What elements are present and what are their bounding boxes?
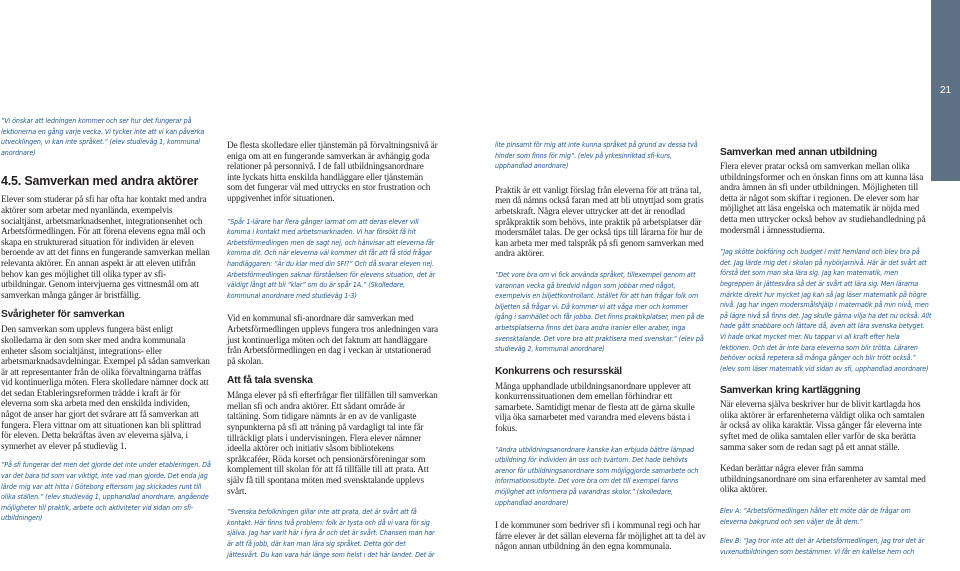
subheading-difficulties: Svårigheter för samverkan: [1, 309, 125, 321]
subheading-mapping: Samverkan kring kartläggning: [720, 385, 861, 397]
municipal-paragraph: Vid en kommunal sfi-anordnare där samverkan med Arbetsförmedlingen upplevs fungera tros anledningen vara just kontinuerliga möten och det faktum att handläggare från Arbetsförmedlingen en dag i veckan är utstationerad på skolan.: [227, 313, 439, 366]
column-1: [1, 116, 211, 524]
column-3: [495, 140, 707, 552]
quote-swedish-people: ”Svenska befolkningen gillar inte att prata, det är svårt att få kontakt. Här finns två problem: folk är tysta och då vi vara för sig själva. Jag har varit här i fyra år och det är svårt. Chansen man har är att få jobb, där kan man lära sig språket. Detta gör det jättesvårt. Du kan vara här länge som helst i det här landet. Det är: [227, 507, 435, 559]
quote-other-providers: ”Andra utbildningsanordnare kanske kan erbjuda bättre lämpad utbildning för individen än oss och tvärtom. Det hade behövts arenor för utbildningsanordnare som möjliggjorde samarbete och informationsutbyte. Det vore bra om det till exempel fanns möjlighet att informera på varandras skolor.” (skolledare, upphandlad anordnare): [495, 444, 699, 507]
quote-teacher-leadership: ”Vi önskar att ledningen kommer och ser hur det fungerar på lektionerna en gång varje vecka. Vi tycker inte att vi kan påverka utvecklingen, vi kan inte språket.” (elev studieväg 1, kommunal anordnare): [1, 116, 205, 157]
quote-student-b: Elev B: ”Jag tror inte att det är Arbetsförmedlingen, jag tror det är vuxenutbildningen som bestämmer. Vi får en kallelse hem och: [720, 536, 925, 556]
speaking-paragraph: Många elever på sfi efterfrågar fler tillfällen till samverkan mellan sfi och andra aktörer. Ett sådant område är taltäning. Som tidigare nämnts är en av de vanligaste synpunkterna på sfi att träning på vardagligt tal inte får tillräckligt plats i undervisningen. Flera elever nämner ideella aktörer och initiativ såsom bibliotekens språkcaféer, Röda korset och pensionärsföreningar som komplement till skolan för att få tillfälle till att prata. Att själv få till spontana möten med svensktalande upplevs svårt.: [227, 390, 438, 496]
relations-paragraph: De flesta skolledare eller tjänstemän på förvaltningsnivå är eniga om att en fungerande samverkan är avhängig goda relationer på personnivå. I de fall utbildningsanordnare inte lyckats hitta enskilda handläggare eller tjänstemän som det fungerar väl med uttrycks en stor frustration och uppgivenhet inför situationen.: [227, 140, 438, 203]
quote-establishment: ”På sfi fungerar det men det gjorde det inte under etableringen. Då var det bara tid som var viktigt, inte vad man gjorde. Det enda jag lärde mig var att hitta i Göteborg eftersom jag skickades runt till olika ställen.” (elev studieväg 1, upphandlad anordnare, angående möjligheter till praktik, arbete och aktiviteter vid sidan om sfi-utbildningen): [1, 460, 211, 523]
subheading-competition: Konkurrens och resursskäl: [495, 365, 622, 377]
students-tell-paragraph: Kedan berättar några elever från samma utbildningsanordnare om sina erfarenheter av samtal med olika aktörer.: [720, 463, 926, 495]
subheading-other-education: Samverkan med annan utbildning: [720, 147, 878, 158]
column-2: [227, 140, 439, 560]
other-education-paragraph: Flera elever pratar också om samverkan mellan olika utbildningsformer och en önskan finns om att kunna läsa andra ämnen än sfi under utbildningen. Möjligheten till detta är något som skiftar i regionen. De elever som har möjlighet att läsa engelska och matematik är nöjda med detta men uttrycker också behov av studiehandledning på modersmål i ämnesstudierna.: [720, 161, 926, 235]
quote-track1-teacher: ”Spår 1-lärare har flera gånger larmat om att deras elever vill komma i kontakt med arbetsmarknaden. Vi har försökt få hit Arbetsförmedlingen men de sagt nej, och hänvisar att eleverna får komma dit. Och när eleverna väl kommer dit får att få stöd frågar handläggaren: ”Är du klar med din SFI?” Och då svarar eleven nej. Arbetsförmedlingen saknar förståelsen för elevens situation, det är väldigt långt att bli ”klar” om du är spår 1A.” (Skolledare, kommunal anordnare med studieväg 1-3): [227, 216, 436, 300]
section-heading: 4.5. Samverkan med andra aktörer: [1, 174, 199, 189]
mapping-paragraph: När eleverna själva beskriver hur de blivit kartlagda hos olika aktörer är erfarenheterna väldigt olika och samtalen är också av olika karaktär. Vissa gånger får eleverna inte syftet med de olika samtalen eller varför de ska berätta samma saker som de redan sagt på ett annat ställe.: [720, 399, 925, 452]
difficulties-paragraph: Den samverkan som upplevs fungera bäst enligt skolledarna är den som sker med andra kommunala enheter såsom socialtjänst, integrations- eller arbetsmarknadsavdelningar. Exempel på sådan samverkan är att representanter från de olika förvaltningarna träffas vid kontinuerliga möten. Flera skolledare nämner dock att det sedan Etableringsreformen trädde i kraft är för eleverna som ska arbeta med den enskilda individen, något de anser har gjort det svårare att få samverkan att fungera. Flera vittnar om att situationen kan bli splittrad för eleven. Detta bekräftas även av eleverna själva, i synnerhet av elever på studieväg 1.: [1, 324, 210, 451]
quote-embarrassing: lite pinsamt för mig att inte kunna språket på grund av dessa två hinder som finns för mig”. (elev på yrkesinriktad sfi-kurs, upphandlad anordnare): [495, 140, 698, 171]
intro-paragraph: Elever som studerar på sfi har ofta har kontakt med andra aktörer som arbetar med nyanlända, exempelvis socialtjänst, arbetsmarknadsenhet, integrationsenhet och Arbetsförmedlingen. För att förena elevens egna mål och skapa en strukturerad situation för individen är eleven beroende av att det finns en fungerande samverkan mellan relevanta aktörer. En annan aspekt är att eleven utifrån behov kan ges möjlighet till olika typer av sfi-utbildningar. Genom intervjuerna ges vittnesmål om att samverkan många gånger är bristfällig.: [1, 194, 210, 300]
column-4: [720, 147, 932, 557]
municipal-regi-paragraph: I de kommuner som bedriver sfi i kommunal regi och har färre elever är det sällan eleverna får möjlighet att ta del av någon annan utbildning än den egna kommunala.: [495, 520, 706, 552]
quote-student-a: Elev A: ”Arbetsförmedlingen håller ett möte där de frågar om eleverna bakgrund och sen väljer de åt dem.”: [720, 506, 911, 526]
competition-paragraph: Många upphandlade utbildningsanordnare upplever att konkurrenssituationen dem emellan förhindrar ett samarbete. Samtidigt menar de flesta att de gärna skulle vilja öka samarbetet med varandra med elevens bästa i fokus.: [495, 380, 695, 434]
page-number: 21: [939, 85, 952, 96]
quote-bookkeeping: ”Jag skötte bokföring och budget i mitt hemland och blev bra på det. Jag lärde mig det i skolan på nybörjarnivå. Här är det svårt att förstå det som man ska lära sig. Jag kan matematik, men begreppen är jättesvåra så det är svårt att lära sig. Men lärarna märkte direkt hur mycket jag kan så jag läser matematik på högre nivå. Jag har ingen modersmålshjälp i matematik på min nivå, men på lägre nivå så finns det. Jag skulle gärna vilja ha det nu också. Allt hade gått snabbare och lättare då, även att lära svenska betyget. Vi hade orkat mycket mer. Nu tappar vi all kraft efter hela lektionen. Och det är inte bara eleverna som blir trötta. Läraren behöver också repetera så många gånger och blir trött också.” (elev som läser matematik vid sidan av sfi, upphandlad anordnare): [720, 247, 932, 373]
subheading-speak-swedish: Att få tala svenska: [227, 375, 313, 387]
internship-paragraph: Praktik är ett vanligt förslag från eleverna för att träna tal, men då nämns också faran med att bli utnyttjad som gratis arbetskraft. Några elever uttrycker att det är renodlad språkpraktik som behövs, inte praktik på arbetsplatser där modersmålet talas. De ger också tips till lärarna för hur de kan arbeta mer med talspråk på sfi genom samverkan med andra aktörer.: [495, 184, 704, 259]
quote-use-language: ”Det vore bra om vi fick använda språket, tillexempel genom att varannan vecka gå bredvid någon som jobbar med något, exempelvis en biljettkontrollant. Istället för att han frågar folk om biljetten så frågar vi. Då kommer vi att våga mer och kommer igång i samhället och får jobba. Det finns praktikplatser, men på de arbetsplatserna finns det bara andra iranier eller araber, inga svensktalande. Det vore bra att praktisera med svenskar.” (elev på studieväg 2, kommunal anordnare): [495, 269, 705, 354]
